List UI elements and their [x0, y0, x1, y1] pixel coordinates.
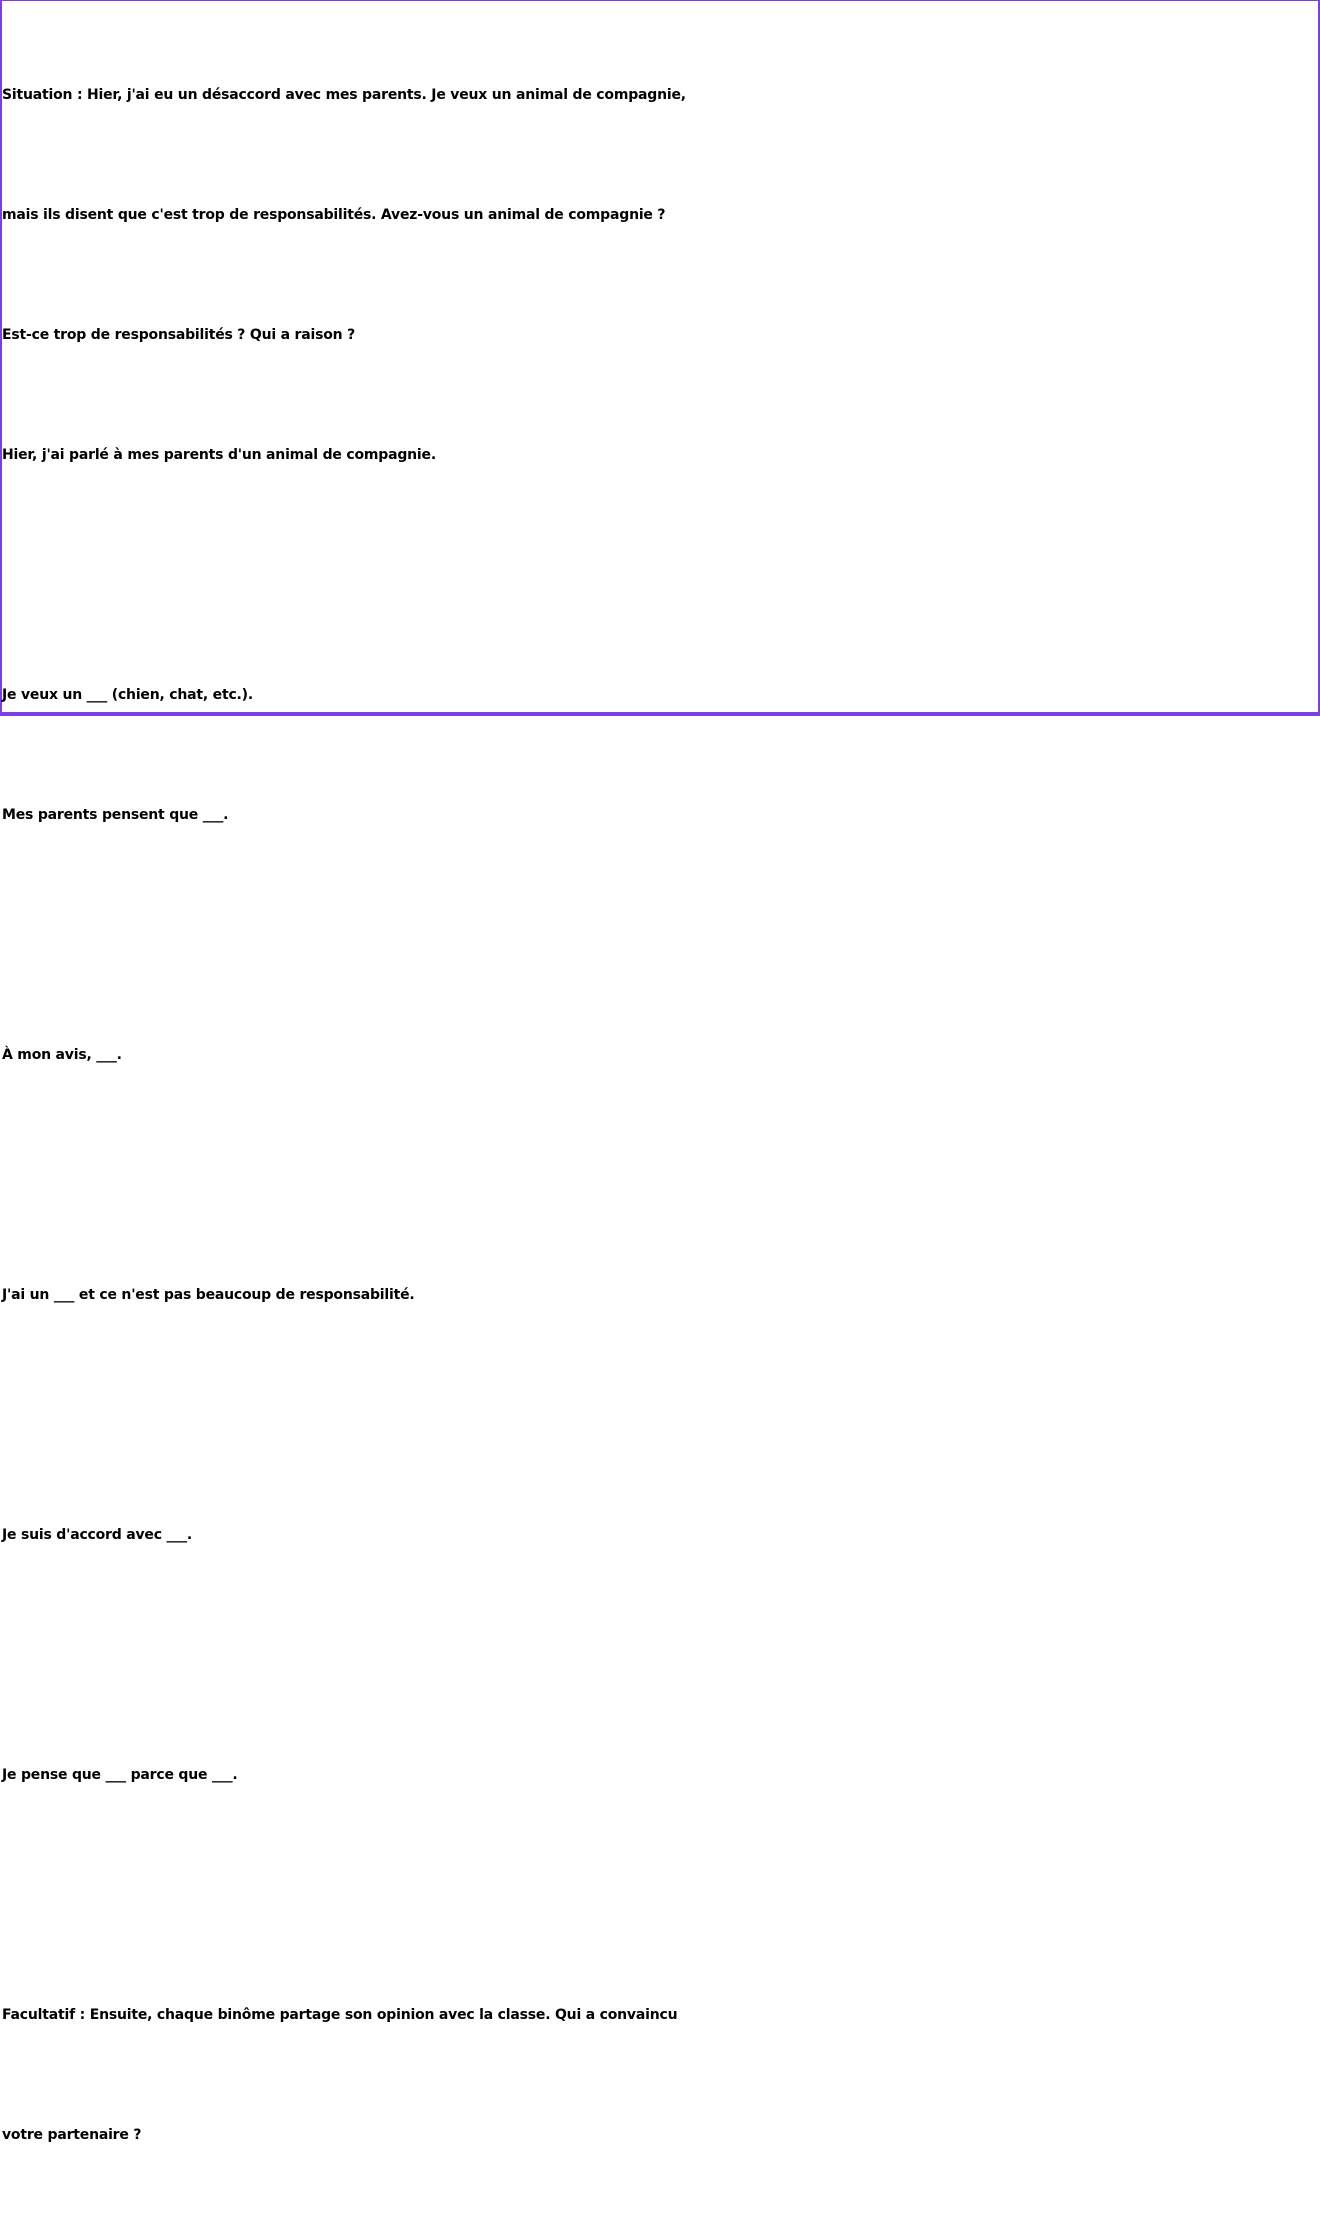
spacer [2, 1635, 1318, 1675]
prompt-sentence-1: Je veux un ___ (chien, chat, etc.). [2, 687, 253, 703]
prompt-sentence-6: Je pense que ___ parce que ___. [2, 1767, 238, 1783]
spacer [2, 1875, 1318, 1915]
optional-line-2: votre partenaire ? [2, 2127, 142, 2143]
optional-line-1: Facultatif : Ensuite, chaque binôme partage son opinion avec la classe. Qui a convaincu [2, 2007, 678, 2023]
situation-line-1: Situation : Hier, j'ai eu un désaccord avec mes parents. Je veux un animal de compagnie, [2, 87, 686, 103]
spacer [2, 1395, 1318, 1435]
spacer [2, 915, 1318, 955]
spacer [2, 1155, 1318, 1195]
spacer [2, 555, 1318, 595]
prompt-sentence-3: À mon avis, ___. [2, 1047, 122, 1063]
situation-line-3: Est-ce trop de responsabilités ? Qui a raison ? [2, 327, 356, 343]
situation-line-2: mais ils disent que c'est trop de responsabilités. Avez-vous un animal de compagnie ? [2, 207, 666, 223]
intro-sentence: Hier, j'ai parlé à mes parents d'un animal de compagnie. [2, 447, 436, 463]
prompt-sentence-5: Je suis d'accord avec ___. [2, 1527, 193, 1543]
document-body [2, 0, 1318, 2235]
prompt-sentence-4: J'ai un ___ et ce n'est pas beaucoup de responsabilité. [2, 1287, 415, 1303]
prompt-sentence-2: Mes parents pensent que ___. [2, 807, 229, 823]
